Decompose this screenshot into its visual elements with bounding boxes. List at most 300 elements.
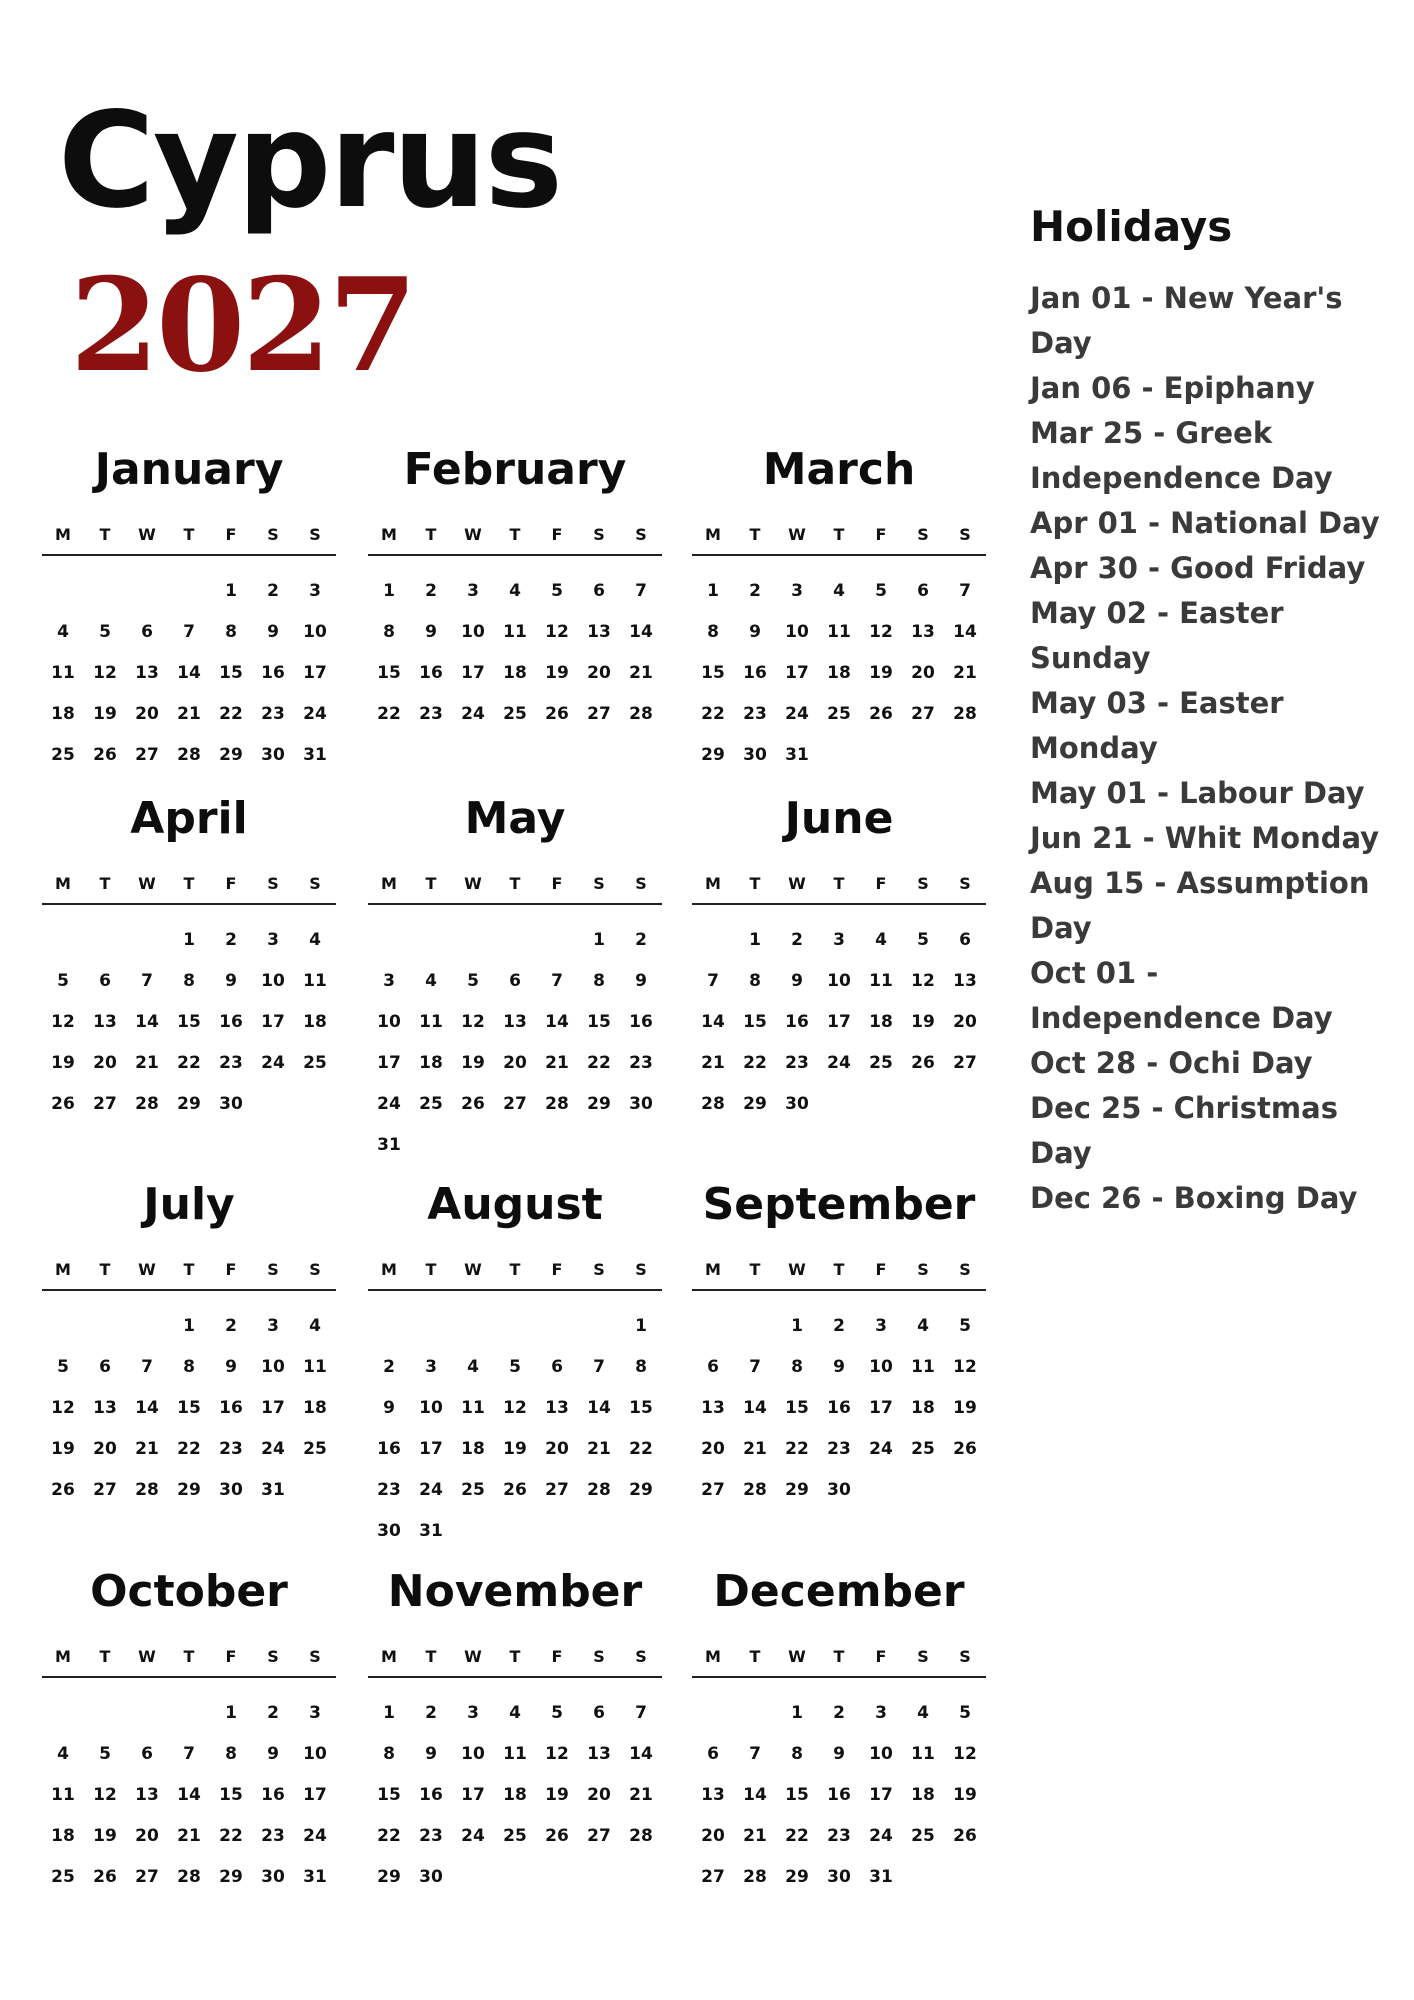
day-number: 15 xyxy=(177,1398,201,1418)
day-number: 4 xyxy=(917,1703,929,1723)
weekday-label: S xyxy=(635,874,647,893)
day-number: 12 xyxy=(545,622,569,642)
day-number: 13 xyxy=(701,1785,725,1805)
day-number: 8 xyxy=(183,971,195,991)
day-number: 4 xyxy=(309,930,321,950)
day-number: 5 xyxy=(959,1316,971,1336)
day-number: 24 xyxy=(419,1480,443,1500)
day-number: 22 xyxy=(177,1439,201,1459)
day-number: 3 xyxy=(425,1357,437,1377)
weekday-label: M xyxy=(55,525,71,544)
day-number: 7 xyxy=(141,971,153,991)
month-name: April xyxy=(130,793,248,844)
day-number: 8 xyxy=(749,971,761,991)
day-number: 29 xyxy=(587,1094,611,1114)
day-number: 21 xyxy=(629,1785,653,1805)
day-number: 9 xyxy=(225,1357,237,1377)
day-number: 6 xyxy=(917,581,929,601)
day-number: 16 xyxy=(419,663,443,683)
day-number: 13 xyxy=(587,1744,611,1764)
weekday-label: F xyxy=(551,525,563,544)
day-number: 12 xyxy=(911,971,935,991)
weekday-label: T xyxy=(833,1260,845,1279)
day-number: 12 xyxy=(503,1398,527,1418)
day-number: 3 xyxy=(875,1316,887,1336)
day-number: 7 xyxy=(707,971,719,991)
day-number: 2 xyxy=(425,581,437,601)
day-number: 26 xyxy=(503,1480,527,1500)
day-number: 20 xyxy=(93,1439,117,1459)
day-number: 3 xyxy=(791,581,803,601)
month-name: February xyxy=(403,444,627,495)
weekday-label: S xyxy=(917,1647,929,1666)
day-number: 26 xyxy=(51,1094,75,1114)
day-number: 20 xyxy=(701,1439,725,1459)
day-number: 29 xyxy=(219,1867,243,1887)
day-number: 10 xyxy=(827,971,851,991)
day-number: 2 xyxy=(749,581,761,601)
weekday-label: M xyxy=(55,1647,71,1666)
day-number: 11 xyxy=(869,971,893,991)
day-number: 29 xyxy=(377,1867,401,1887)
day-number: 29 xyxy=(629,1480,653,1500)
day-number: 27 xyxy=(911,704,935,724)
month-february xyxy=(368,444,662,788)
day-number: 23 xyxy=(219,1439,243,1459)
weekday-label: M xyxy=(705,1647,721,1666)
day-number: 8 xyxy=(383,622,395,642)
weekday-label: T xyxy=(749,1647,761,1666)
day-number: 28 xyxy=(953,704,977,724)
day-number: 16 xyxy=(219,1398,243,1418)
day-number: 30 xyxy=(261,745,285,765)
weekday-header xyxy=(42,1259,336,1291)
day-number: 19 xyxy=(545,1785,569,1805)
month-november xyxy=(368,1566,662,1910)
day-number: 29 xyxy=(743,1094,767,1114)
weekday-label: W xyxy=(464,1647,482,1666)
day-number: 22 xyxy=(785,1439,809,1459)
day-number: 10 xyxy=(261,971,285,991)
day-number: 23 xyxy=(827,1826,851,1846)
day-number: 28 xyxy=(743,1867,767,1887)
day-number: 31 xyxy=(869,1867,893,1887)
day-number: 3 xyxy=(267,930,279,950)
weekday-header xyxy=(368,1646,662,1678)
day-number: 27 xyxy=(93,1094,117,1114)
day-number: 1 xyxy=(225,1703,237,1723)
day-number: 18 xyxy=(503,663,527,683)
day-number: 18 xyxy=(869,1012,893,1032)
day-number: 25 xyxy=(51,1867,75,1887)
day-number: 9 xyxy=(833,1357,845,1377)
weekday-label: S xyxy=(309,525,321,544)
day-number: 30 xyxy=(827,1480,851,1500)
day-number: 20 xyxy=(587,1785,611,1805)
day-number: 31 xyxy=(303,745,327,765)
day-number: 11 xyxy=(827,622,851,642)
month-may xyxy=(368,793,662,1155)
day-number: 25 xyxy=(51,745,75,765)
month-october xyxy=(42,1566,336,1910)
day-number: 22 xyxy=(785,1826,809,1846)
day-number: 24 xyxy=(827,1053,851,1073)
day-number: 1 xyxy=(749,930,761,950)
day-number: 17 xyxy=(785,663,809,683)
day-number: 28 xyxy=(177,745,201,765)
day-number: 16 xyxy=(629,1012,653,1032)
month-january xyxy=(42,444,336,788)
weekday-label: T xyxy=(749,874,761,893)
day-number: 15 xyxy=(219,1785,243,1805)
day-number: 17 xyxy=(261,1398,285,1418)
day-number: 13 xyxy=(545,1398,569,1418)
day-number: 26 xyxy=(461,1094,485,1114)
day-number: 26 xyxy=(953,1826,977,1846)
day-number: 6 xyxy=(959,930,971,950)
day-number: 2 xyxy=(833,1703,845,1723)
day-number: 22 xyxy=(377,704,401,724)
day-number: 6 xyxy=(99,1357,111,1377)
day-number: 12 xyxy=(869,622,893,642)
day-number: 15 xyxy=(177,1012,201,1032)
day-number: 17 xyxy=(303,663,327,683)
day-number: 4 xyxy=(509,581,521,601)
weekday-label: W xyxy=(788,874,806,893)
day-number: 5 xyxy=(467,971,479,991)
day-number: 21 xyxy=(701,1053,725,1073)
day-number: 8 xyxy=(225,1744,237,1764)
day-number: 10 xyxy=(869,1357,893,1377)
day-number: 16 xyxy=(219,1012,243,1032)
day-number: 22 xyxy=(377,1826,401,1846)
holiday-item: Mar 25 - Greek Independence Day xyxy=(1030,416,1333,495)
weekday-label: T xyxy=(99,1260,111,1279)
day-number: 20 xyxy=(587,663,611,683)
day-number: 19 xyxy=(93,704,117,724)
weekday-label: W xyxy=(464,1260,482,1279)
day-number: 28 xyxy=(701,1094,725,1114)
day-number: 6 xyxy=(593,581,605,601)
day-number: 25 xyxy=(827,704,851,724)
day-number: 16 xyxy=(827,1398,851,1418)
day-number: 12 xyxy=(93,663,117,683)
day-number: 13 xyxy=(953,971,977,991)
weekday-label: W xyxy=(788,525,806,544)
month-name: November xyxy=(387,1566,643,1617)
day-number: 10 xyxy=(785,622,809,642)
day-number: 21 xyxy=(135,1439,159,1459)
day-number: 26 xyxy=(911,1053,935,1073)
weekday-label: M xyxy=(55,1260,71,1279)
day-number: 5 xyxy=(57,971,69,991)
day-number: 13 xyxy=(93,1012,117,1032)
day-number: 23 xyxy=(629,1053,653,1073)
day-number: 11 xyxy=(911,1357,935,1377)
day-number: 5 xyxy=(99,622,111,642)
day-number: 17 xyxy=(461,1785,485,1805)
day-number: 11 xyxy=(461,1398,485,1418)
day-number: 15 xyxy=(785,1785,809,1805)
day-number: 23 xyxy=(219,1053,243,1073)
weekday-header xyxy=(692,1259,986,1291)
weekday-label: F xyxy=(225,1260,237,1279)
weekday-label: M xyxy=(381,1647,397,1666)
weekday-label: M xyxy=(705,525,721,544)
day-number: 31 xyxy=(261,1480,285,1500)
day-number: 22 xyxy=(587,1053,611,1073)
weekday-label: T xyxy=(749,525,761,544)
day-number: 3 xyxy=(267,1316,279,1336)
day-number: 15 xyxy=(219,663,243,683)
day-number: 20 xyxy=(135,1826,159,1846)
day-number: 5 xyxy=(99,1744,111,1764)
day-number: 21 xyxy=(135,1053,159,1073)
day-number: 7 xyxy=(635,1703,647,1723)
day-number: 26 xyxy=(545,704,569,724)
day-number: 21 xyxy=(743,1826,767,1846)
day-number: 30 xyxy=(219,1480,243,1500)
day-number: 11 xyxy=(911,1744,935,1764)
day-number: 11 xyxy=(303,1357,327,1377)
day-number: 19 xyxy=(503,1439,527,1459)
day-number: 21 xyxy=(587,1439,611,1459)
day-number: 25 xyxy=(419,1094,443,1114)
weekday-label: T xyxy=(183,874,195,893)
holiday-item: Oct 01 - Independence Day xyxy=(1030,956,1333,1035)
day-number: 8 xyxy=(383,1744,395,1764)
day-number: 30 xyxy=(419,1867,443,1887)
holiday-item: Oct 28 - Ochi Day xyxy=(1030,1046,1313,1080)
day-number: 9 xyxy=(225,971,237,991)
day-number: 14 xyxy=(953,622,977,642)
day-number: 4 xyxy=(467,1357,479,1377)
day-number: 18 xyxy=(51,704,75,724)
day-number: 12 xyxy=(545,1744,569,1764)
day-number: 15 xyxy=(587,1012,611,1032)
day-number: 2 xyxy=(267,1703,279,1723)
day-number: 29 xyxy=(785,1867,809,1887)
day-number: 10 xyxy=(303,1744,327,1764)
weekday-label: F xyxy=(551,1647,563,1666)
day-number: 18 xyxy=(911,1785,935,1805)
weekday-label: W xyxy=(464,874,482,893)
day-number: 2 xyxy=(833,1316,845,1336)
weekday-label: S xyxy=(959,1260,971,1279)
weekday-label: S xyxy=(917,525,929,544)
day-number: 3 xyxy=(875,1703,887,1723)
day-number: 21 xyxy=(629,663,653,683)
weekday-label: T xyxy=(99,1647,111,1666)
day-number: 11 xyxy=(503,1744,527,1764)
day-number: 8 xyxy=(183,1357,195,1377)
day-number: 10 xyxy=(377,1012,401,1032)
weekday-label: T xyxy=(183,1647,195,1666)
weekday-label: S xyxy=(267,1647,279,1666)
day-number: 15 xyxy=(377,663,401,683)
day-number: 17 xyxy=(419,1439,443,1459)
day-number: 1 xyxy=(791,1316,803,1336)
holidays-panel xyxy=(1030,202,1390,1221)
day-number: 1 xyxy=(383,581,395,601)
day-number: 13 xyxy=(701,1398,725,1418)
day-number: 26 xyxy=(953,1439,977,1459)
holiday-item: Apr 01 - National Day xyxy=(1030,506,1380,540)
weekday-label: F xyxy=(551,1260,563,1279)
weekday-label: T xyxy=(99,525,111,544)
weekday-label: F xyxy=(875,1260,887,1279)
weekday-label: T xyxy=(183,1260,195,1279)
day-number: 14 xyxy=(177,663,201,683)
day-number: 26 xyxy=(51,1480,75,1500)
month-name: June xyxy=(784,793,894,844)
day-number: 4 xyxy=(309,1316,321,1336)
day-number: 27 xyxy=(545,1480,569,1500)
day-number: 23 xyxy=(743,704,767,724)
day-number: 30 xyxy=(629,1094,653,1114)
day-number: 21 xyxy=(177,1826,201,1846)
day-number: 2 xyxy=(425,1703,437,1723)
weekday-label: S xyxy=(267,874,279,893)
day-number: 28 xyxy=(587,1480,611,1500)
day-number: 1 xyxy=(791,1703,803,1723)
weekday-label: S xyxy=(959,1647,971,1666)
day-number: 22 xyxy=(219,1826,243,1846)
day-number: 22 xyxy=(743,1053,767,1073)
day-number: 15 xyxy=(701,663,725,683)
day-number: 1 xyxy=(225,581,237,601)
day-number: 18 xyxy=(419,1053,443,1073)
day-number: 20 xyxy=(503,1053,527,1073)
month-june xyxy=(692,793,986,1137)
weekday-label: S xyxy=(959,525,971,544)
month-name: May xyxy=(464,793,566,844)
day-number: 11 xyxy=(419,1012,443,1032)
day-number: 20 xyxy=(93,1053,117,1073)
day-number: 26 xyxy=(93,1867,117,1887)
day-number: 23 xyxy=(827,1439,851,1459)
day-number: 21 xyxy=(177,704,201,724)
day-number: 26 xyxy=(545,1826,569,1846)
holiday-item: Aug 15 - Assumption Day xyxy=(1030,866,1370,945)
month-december xyxy=(692,1566,986,1910)
day-number: 28 xyxy=(629,1826,653,1846)
day-number: 31 xyxy=(303,1867,327,1887)
holiday-item: Jan 01 - New Year's Day xyxy=(1030,281,1343,360)
day-number: 23 xyxy=(419,1826,443,1846)
day-number: 6 xyxy=(99,971,111,991)
day-number: 23 xyxy=(785,1053,809,1073)
day-number: 18 xyxy=(303,1398,327,1418)
weekday-label: S xyxy=(917,1260,929,1279)
day-number: 5 xyxy=(551,581,563,601)
day-number: 5 xyxy=(509,1357,521,1377)
day-number: 24 xyxy=(461,1826,485,1846)
holiday-item: Apr 30 - Good Friday xyxy=(1030,551,1366,585)
day-number: 31 xyxy=(419,1521,443,1541)
day-number: 9 xyxy=(833,1744,845,1764)
weekday-label: S xyxy=(267,525,279,544)
day-number: 2 xyxy=(635,930,647,950)
day-number: 7 xyxy=(749,1357,761,1377)
day-number: 9 xyxy=(749,622,761,642)
day-number: 7 xyxy=(141,1357,153,1377)
day-number: 24 xyxy=(869,1826,893,1846)
day-number: 5 xyxy=(57,1357,69,1377)
day-number: 20 xyxy=(953,1012,977,1032)
day-number: 25 xyxy=(911,1826,935,1846)
weekday-label: M xyxy=(381,1260,397,1279)
day-number: 25 xyxy=(461,1480,485,1500)
weekday-label: T xyxy=(509,874,521,893)
day-number: 22 xyxy=(219,704,243,724)
weekday-label: S xyxy=(593,874,605,893)
day-number: 8 xyxy=(791,1357,803,1377)
day-number: 12 xyxy=(953,1357,977,1377)
day-number: 20 xyxy=(911,663,935,683)
day-number: 2 xyxy=(383,1357,395,1377)
day-number: 8 xyxy=(225,622,237,642)
day-number: 30 xyxy=(377,1521,401,1541)
weekday-label: T xyxy=(833,874,845,893)
month-name: August xyxy=(427,1179,603,1230)
day-number: 24 xyxy=(261,1053,285,1073)
day-number: 15 xyxy=(377,1785,401,1805)
day-number: 27 xyxy=(93,1480,117,1500)
day-number: 1 xyxy=(383,1703,395,1723)
weekday-label: S xyxy=(917,874,929,893)
weekday-label: T xyxy=(509,1260,521,1279)
day-number: 17 xyxy=(303,1785,327,1805)
weekday-label: S xyxy=(593,1260,605,1279)
weekday-label: S xyxy=(593,525,605,544)
day-number: 8 xyxy=(635,1357,647,1377)
day-number: 27 xyxy=(701,1480,725,1500)
day-number: 2 xyxy=(267,581,279,601)
weekday-label: T xyxy=(99,874,111,893)
day-number: 13 xyxy=(911,622,935,642)
day-number: 5 xyxy=(875,581,887,601)
day-number: 12 xyxy=(953,1744,977,1764)
day-number: 16 xyxy=(743,663,767,683)
weekday-label: F xyxy=(551,874,563,893)
weekday-label: T xyxy=(749,1260,761,1279)
weekday-label: W xyxy=(138,874,156,893)
day-number: 23 xyxy=(261,1826,285,1846)
day-number: 30 xyxy=(827,1867,851,1887)
weekday-label: W xyxy=(788,1647,806,1666)
day-number: 19 xyxy=(869,663,893,683)
day-number: 10 xyxy=(461,1744,485,1764)
day-number: 30 xyxy=(219,1094,243,1114)
day-number: 15 xyxy=(629,1398,653,1418)
weekday-label: F xyxy=(875,1647,887,1666)
day-number: 15 xyxy=(785,1398,809,1418)
weekday-label: T xyxy=(183,525,195,544)
day-number: 24 xyxy=(303,1826,327,1846)
day-number: 27 xyxy=(587,1826,611,1846)
holiday-item: Dec 25 - Christmas Day xyxy=(1030,1091,1338,1170)
weekday-label: T xyxy=(425,874,437,893)
weekday-label: W xyxy=(464,525,482,544)
day-number: 11 xyxy=(51,1785,75,1805)
day-number: 18 xyxy=(461,1439,485,1459)
day-number: 14 xyxy=(701,1012,725,1032)
month-name: January xyxy=(94,444,284,495)
weekday-label: S xyxy=(309,874,321,893)
day-number: 13 xyxy=(587,622,611,642)
weekday-label: T xyxy=(833,525,845,544)
